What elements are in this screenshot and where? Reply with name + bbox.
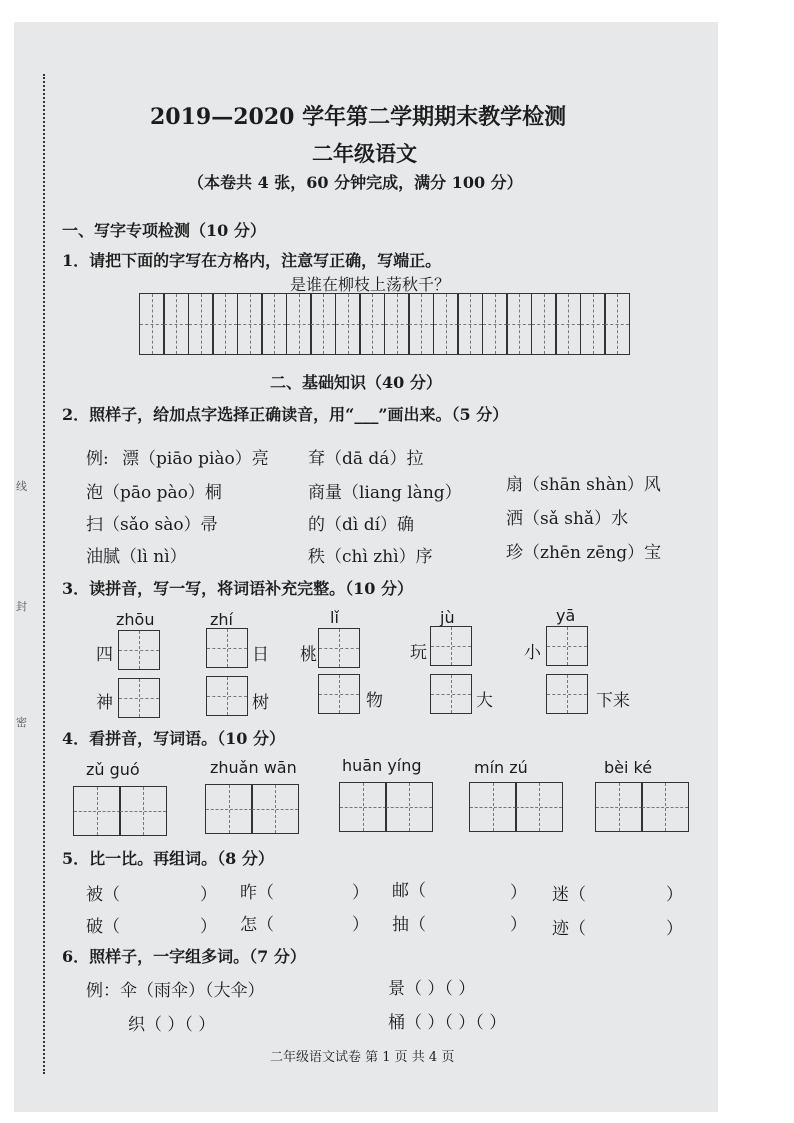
binding-line	[43, 74, 45, 1074]
q2-item[interactable]: 扇（shān shàn）风	[506, 475, 661, 495]
q2-item[interactable]: 泡（pāo pào）桐	[86, 483, 222, 503]
q3-pinyin: lǐ	[330, 608, 339, 627]
q3-char: 桃	[300, 645, 317, 665]
q4-writing-box[interactable]	[206, 784, 299, 834]
q5-item: 抽（	[392, 915, 426, 935]
q4-text: 4．看拼音，写词语。（10 分）	[62, 729, 285, 748]
q2-item[interactable]: 耷（dā dá）拉	[308, 449, 424, 469]
q3-pinyin: zhōu	[116, 610, 155, 629]
q5-item[interactable]: ）	[352, 915, 369, 935]
q3-char: 树	[252, 693, 269, 713]
exam-subtitle: 二年级语文	[312, 141, 417, 166]
q2-item[interactable]: 的（dì dí）确	[308, 515, 415, 535]
q3-char: 四	[96, 645, 113, 665]
q6-item-zhi[interactable]: 织（ ）（ ）	[128, 1015, 216, 1035]
q2-item[interactable]: 扫（sǎo sào）帚	[86, 515, 218, 535]
q1-writing-grid[interactable]	[140, 293, 630, 355]
q3-writing-box[interactable]	[118, 630, 160, 670]
q5-item[interactable]: ）	[510, 915, 527, 935]
exam-note: （本卷共 4 张，60 分钟完成，满分 100 分）	[188, 173, 523, 192]
q3-writing-box[interactable]	[546, 626, 588, 666]
q5-item[interactable]: ）	[200, 917, 217, 937]
q3-writing-box[interactable]	[546, 674, 588, 714]
q3-text: 3．读拼音，写一写，将词语补充完整。（10 分）	[62, 579, 413, 598]
q3-writing-box[interactable]	[206, 628, 248, 668]
q4-pinyin: mín zú	[474, 758, 528, 777]
binding-mark-feng: 封	[16, 600, 27, 613]
binding-mark-xian: 线	[16, 480, 27, 493]
q3-char: 日	[252, 645, 269, 665]
q5-item[interactable]: ）	[352, 883, 369, 903]
q1-sentence: 是谁在柳枝上荡秋千？	[290, 275, 451, 294]
q6-text: 6．照样子，一字组多词。（7 分）	[62, 947, 306, 966]
q4-writing-box[interactable]	[74, 786, 167, 836]
q3-char: 大	[476, 691, 493, 711]
q3-pinyin: zhí	[210, 610, 233, 629]
q2-example-label: 例:	[86, 449, 109, 469]
q3-char: 小	[524, 643, 541, 663]
binding-mark-mi: 密	[16, 716, 27, 729]
q2-item[interactable]: 漂（piāo piào）亮	[122, 449, 269, 469]
q3-writing-box[interactable]	[206, 676, 248, 716]
q3-pinyin: yā	[556, 606, 576, 625]
q6-item-tong[interactable]: 桶（ ）（ ）（ ）	[388, 1013, 507, 1033]
q4-pinyin: zhuǎn wān	[210, 758, 297, 777]
exam-title: 2019—2020 学年第二学期期末教学检测	[150, 104, 567, 130]
q3-char: 玩	[410, 643, 427, 663]
q3-pinyin: jù	[440, 608, 455, 627]
q5-item: 迹（	[552, 919, 586, 939]
q5-item[interactable]: ）	[510, 883, 527, 903]
q4-writing-box[interactable]	[470, 782, 563, 832]
section1-heading: 一、写字专项检测（10 分）	[62, 221, 266, 240]
q2-item[interactable]: 珍（zhēn zēng）宝	[506, 543, 662, 563]
q3-char: 下来	[596, 691, 630, 711]
q2-item[interactable]: 秩（chì zhì）序	[308, 547, 433, 567]
q1-text: 1．请把下面的字写在方格内，注意写正确，写端正。	[62, 251, 442, 270]
q5-item[interactable]: ）	[666, 885, 683, 905]
q4-writing-box[interactable]	[340, 782, 433, 832]
q3-writing-box[interactable]	[318, 674, 360, 714]
q2-item[interactable]: 洒（sǎ shǎ）水	[506, 509, 629, 529]
q4-pinyin: bèi ké	[604, 758, 653, 777]
q5-item: 迷（	[552, 885, 586, 905]
q6-example: 例：伞（雨伞）（大伞）	[86, 981, 265, 1001]
q5-item: 怎（	[240, 915, 274, 935]
q3-writing-box[interactable]	[118, 678, 160, 718]
q3-writing-box[interactable]	[318, 628, 360, 668]
q2-item[interactable]: 油腻（lì nì）	[86, 547, 187, 567]
q4-pinyin: huān yíng	[342, 756, 422, 775]
page-footer: 二年级语文试卷 第 1 页 共 4 页	[270, 1050, 455, 1065]
section2-heading: 二、基础知识（40 分）	[270, 373, 442, 392]
q4-writing-box[interactable]	[596, 782, 689, 832]
q3-char: 神	[96, 693, 113, 713]
q5-item[interactable]: ）	[666, 919, 683, 939]
q5-item: 昨（	[240, 883, 274, 903]
q2-text: 2．照样子，给加点字选择正确读音，用“___”画出来。（5 分）	[62, 405, 509, 424]
q5-item: 破（	[86, 917, 120, 937]
q4-pinyin: zǔ guó	[86, 760, 140, 779]
q3-writing-box[interactable]	[430, 674, 472, 714]
q5-item[interactable]: ）	[200, 885, 217, 905]
q5-text: 5．比一比。再组词。（8 分）	[62, 849, 274, 868]
q5-item: 邮（	[392, 881, 426, 901]
q6-item-jing[interactable]: 景（ ）（ ）	[388, 979, 476, 999]
q2-item[interactable]: 商量（liang làng）	[308, 483, 462, 503]
q3-char: 物	[366, 691, 383, 711]
q5-item: 被（	[86, 885, 120, 905]
q3-writing-box[interactable]	[430, 626, 472, 666]
